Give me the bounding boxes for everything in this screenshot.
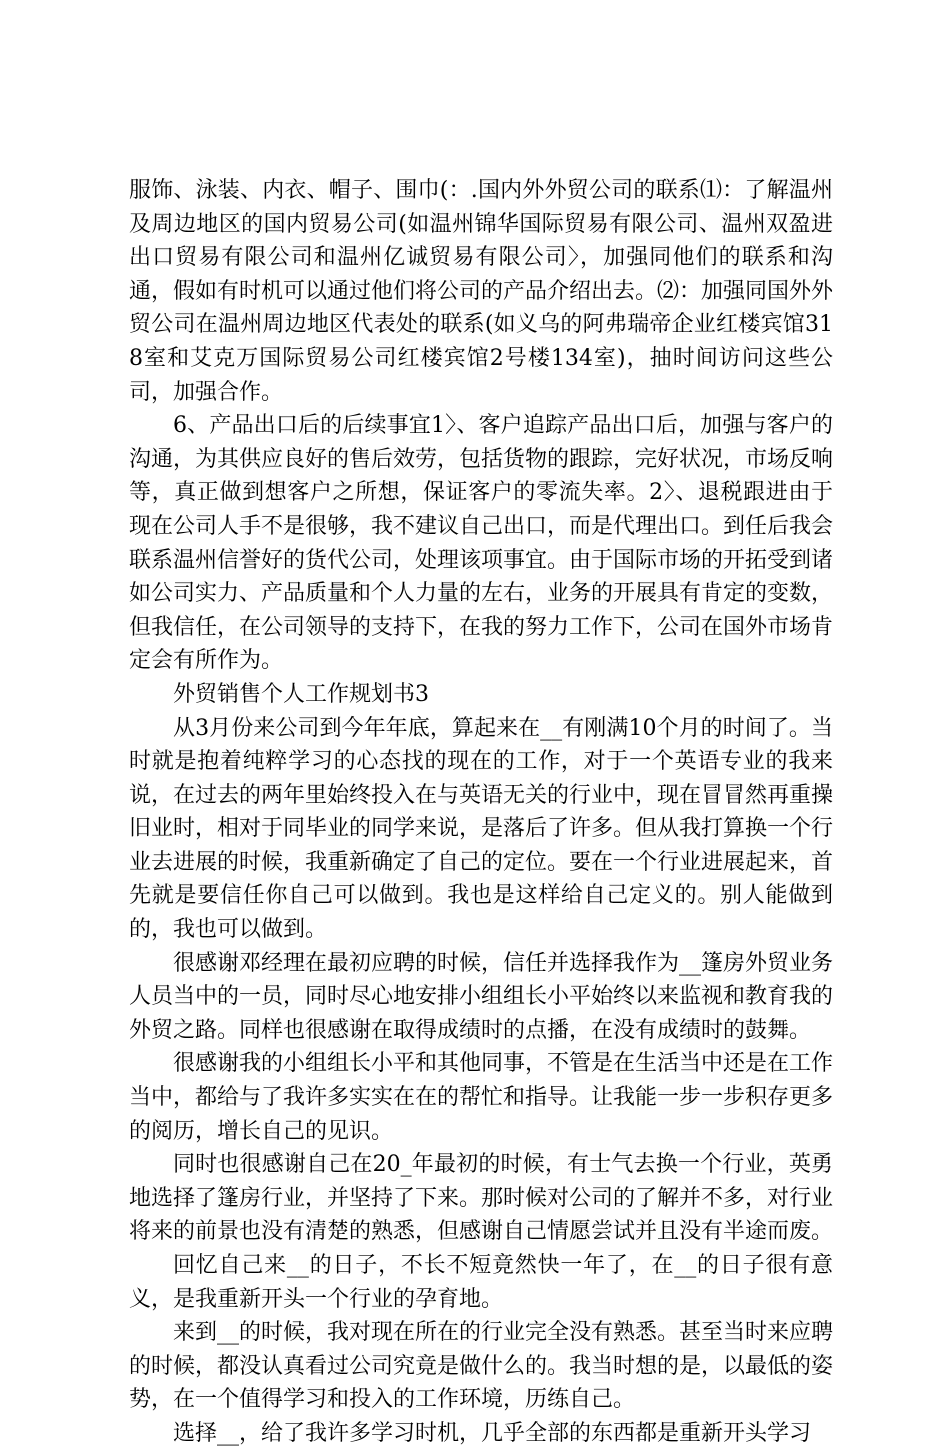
paragraph-choice: 选择__，给了我许多学习时机，几乎全部的东西都是重新开头学习 (173, 1420, 812, 1446)
paragraph-after-export: 6、产品出口后的后续事宜1〉、客户追踪产品出口后，加强与客户的沟通，为其供应良好的售后效劳，包括货物的跟踪，完好状况，市场反响等，真正做到想客户之所想，保证客户的零流失率。2〉、退税跟进由于现在公司人手不是很够，我不建议自己出口，而是代理出口。到任后我会联系温州信誉好的货代公司，处理该项事宜。由于国际市场的开拓受到诸如公司实力、产品质量和个人力量的左右，业务的开展具有肯定的变数，但我信任，在公司领导的支持下，在我的努力工作下，公司在国外市场肯定会有所作为。 (129, 413, 834, 674)
paragraph-thanks-manager: 很感谢邓经理在最初应聘的时候，信任并选择我作为__篷房外贸业务人员当中的一员，同时尽心地安排小组组长小平始终以来监视和教育我的外贸之路。同样也很感谢在取得成绩时的点播，在没有成绩时的鼓舞。 (129, 950, 834, 1043)
paragraph-thanks-self: 同时也很感谢自己在20_年最初的时候，有士气去换一个行业，英勇地选择了篷房行业，并坚持了下来。那时候对公司的了解并不多，对行业将来的前景也没有清楚的熟悉，但感谢自己情愿尝试并且没有半途而废。 (129, 1152, 834, 1245)
paragraph-thanks-team: 很感谢我的小组组长小平和其他同事，不管是在生活当中还是在工作当中，都给与了我许多实实在在的帮忙和指导。让我能一步一步积存更多的阅历，增长自己的见识。 (129, 1051, 834, 1144)
paragraph-reflection: 回忆自己来__的日子，不长不短竟然快一年了，在__的日子很有意义，是我重新开头一个行业的孕育地。 (129, 1253, 833, 1312)
paragraph-intro: 从3月份来公司到今年年底，算起来在__有刚满10个月的时间了。当时就是抱着纯粹学习的心态找的现在的工作，对于一个英语专业的我来说，在过去的两年里始终投入在与英语无关的行业中，现在冒冒然再重操旧业时，相对于同毕业的同学来说，是落后了许多。但从我打算换一个行业去进展的时候，我重新确定了自己的定位。要在一个行业进展起来，首先就是要信任你自己可以做到。我也是这样给自己定义的。别人能做到的，我也可以做到。 (129, 715, 834, 943)
paragraph-arrival: 来到__的时候，我对现在所在的行业完全没有熟悉。甚至当时来应聘的时候，都没认真看过公司究竟是做什么的。我当时想的是，以最低的姿势，在一个值得学习和投入的工作环境，历练自己。 (129, 1320, 834, 1413)
document-body (129, 174, 833, 1451)
paragraph-contacts: 服饰、泳装、内衣、帽子、围巾(：.国内外外贸公司的联系⑴：了解温州及周边地区的国内贸易公司(如温州锦华国际贸易有限公司、温州双盈进出口贸易有限公司和温州亿诚贸易有限公司〉，加强同他们的联系和沟通，假如有时机可以通过他们将公司的产品介绍出去。⑵：加强同国外外贸公司在温州周边地区代表处的联系(如义乌的阿弗瑞帝企业红楼宾馆318室和艾克万国际贸易公司红楼宾馆2号楼134室)，抽时间访问这些公司，加强合作。 (129, 178, 834, 405)
section-heading: 外贸销售个人工作规划书3 (173, 681, 429, 707)
